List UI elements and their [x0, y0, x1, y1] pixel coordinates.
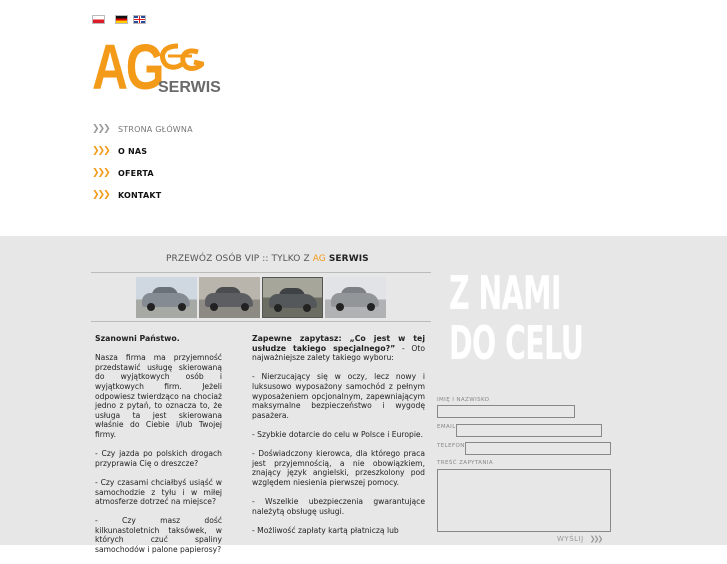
slogan-line: Z NAMI [449, 266, 561, 320]
benefit-item: - Nierzucający się w oczy, lecz nowy i luksusowo wyposażony samochód z pełnym wyposażeniem opcjonalnym, zapewniającym maksymalne bezpieczeństwo i wygodę pasażera. [252, 372, 425, 420]
nav-item-label: STRONA GŁÓWNA [118, 124, 193, 134]
message-label: TREŚĆ ZAPYTANIA [437, 460, 494, 466]
name-input[interactable] [437, 405, 575, 418]
email-input[interactable] [456, 424, 602, 437]
benefit-item: - Wszelkie ubezpieczenia gwarantujące należytą obsługę usługi. [252, 497, 425, 516]
send-label: WYŚLIJ [557, 535, 584, 543]
message-textarea[interactable] [437, 469, 611, 532]
slogan [449, 268, 583, 368]
benefit-item: - Możliwość zapłaty kartą płatniczą lub [252, 525, 399, 535]
nav-item[interactable] [92, 162, 193, 184]
benefits-column [252, 334, 425, 545]
arrows-icon: ❯❯❯ [589, 535, 602, 543]
logo-mark-icon [158, 42, 204, 76]
divider [91, 321, 431, 322]
benefits-heading-bold: Zapewne zapytasz: „Co jest w tej usłudze takiego specjalnego?” [252, 334, 425, 353]
benefit-item: - Szybkie dotarcie do celu w Polsce i Europie. [252, 429, 424, 439]
intro-column [95, 334, 222, 564]
name-label: IMIĘ I NAZWISKO [437, 397, 490, 403]
tagline [166, 254, 369, 264]
tagline-ag: AG [312, 254, 326, 264]
divider [91, 272, 431, 273]
nav-item-label: KONTAKT [118, 190, 162, 200]
triple-arrow-icon: ❯ ❯ ❯ [92, 190, 109, 200]
triple-arrow-icon: ❯ ❯ ❯ [92, 146, 109, 156]
send-button[interactable] [557, 535, 601, 543]
benefits-heading-rest: - Oto najważniejsze zalety takiego wyboru: [252, 343, 425, 363]
nav-item[interactable] [92, 118, 193, 140]
intro-question: - Czy czasami chciałbyś usiąść w samochodzie z tyłu i w miłej atmosferze dotrzeć na miejsce? [95, 477, 222, 507]
phone-input[interactable] [465, 442, 611, 455]
benefit-item: - Doświadczony kierowca, dla którego praca jest przyjemnością, a nie obowiązkiem, znający język angielski, przeszkolony pod względem niesienia pierwszej pomocy. [252, 449, 425, 487]
intro-paragraph: Nasza firma ma przyjemność przedstawić usługę skierowaną do wyjątkowych osób i wyjątkowych firm. Jeżeli odpowiesz twierdząco na chociaż jedno z pytań, to oznacza to, że usługa ta jest skierowana właśnie do Ciebie i/lub Twojej firmy. [95, 353, 222, 439]
email-label: EMAIL [437, 424, 456, 430]
tagline-prefix: PRZEWÓZ OSÓB VIP :: TYLKO Z [166, 254, 310, 264]
en-flag-icon[interactable] [133, 15, 146, 24]
triple-arrow-icon: ❯ ❯ ❯ [92, 168, 109, 178]
benefits-heading [252, 334, 425, 363]
car-photo[interactable] [325, 277, 386, 318]
triple-arrow-icon: ❯ ❯ ❯ [92, 124, 109, 134]
car-photo[interactable] [199, 277, 260, 318]
nav-item[interactable] [92, 184, 193, 206]
intro-heading: Szanowni Państwo. [95, 334, 180, 343]
logo[interactable] [92, 31, 221, 103]
de-flag-icon[interactable] [115, 15, 128, 24]
nav-item-label: O NAS [118, 146, 148, 156]
car-photo[interactable] [136, 277, 197, 318]
tagline-serwis: SERWIS [328, 254, 369, 264]
slogan-line: DO CELU [449, 316, 584, 370]
intro-question: - Czy jazda po polskich drogach przyprawia Cię o dreszcze? [95, 449, 222, 468]
car-photo-selected[interactable] [262, 277, 323, 318]
phone-label: TELEFON [437, 443, 465, 449]
nav-item[interactable] [92, 140, 193, 162]
logo-serwis-text: SERWIS [158, 79, 221, 96]
main-navigation [92, 118, 193, 206]
logo-ag-text: AG [92, 31, 163, 103]
intro-question: - Czy masz dość kilkunastoletnich taksówek, w których czuć spaliny samochodów i palone papierosy? [95, 516, 222, 555]
nav-item-label: OFERTA [118, 168, 154, 178]
pl-flag-icon[interactable] [92, 15, 105, 24]
